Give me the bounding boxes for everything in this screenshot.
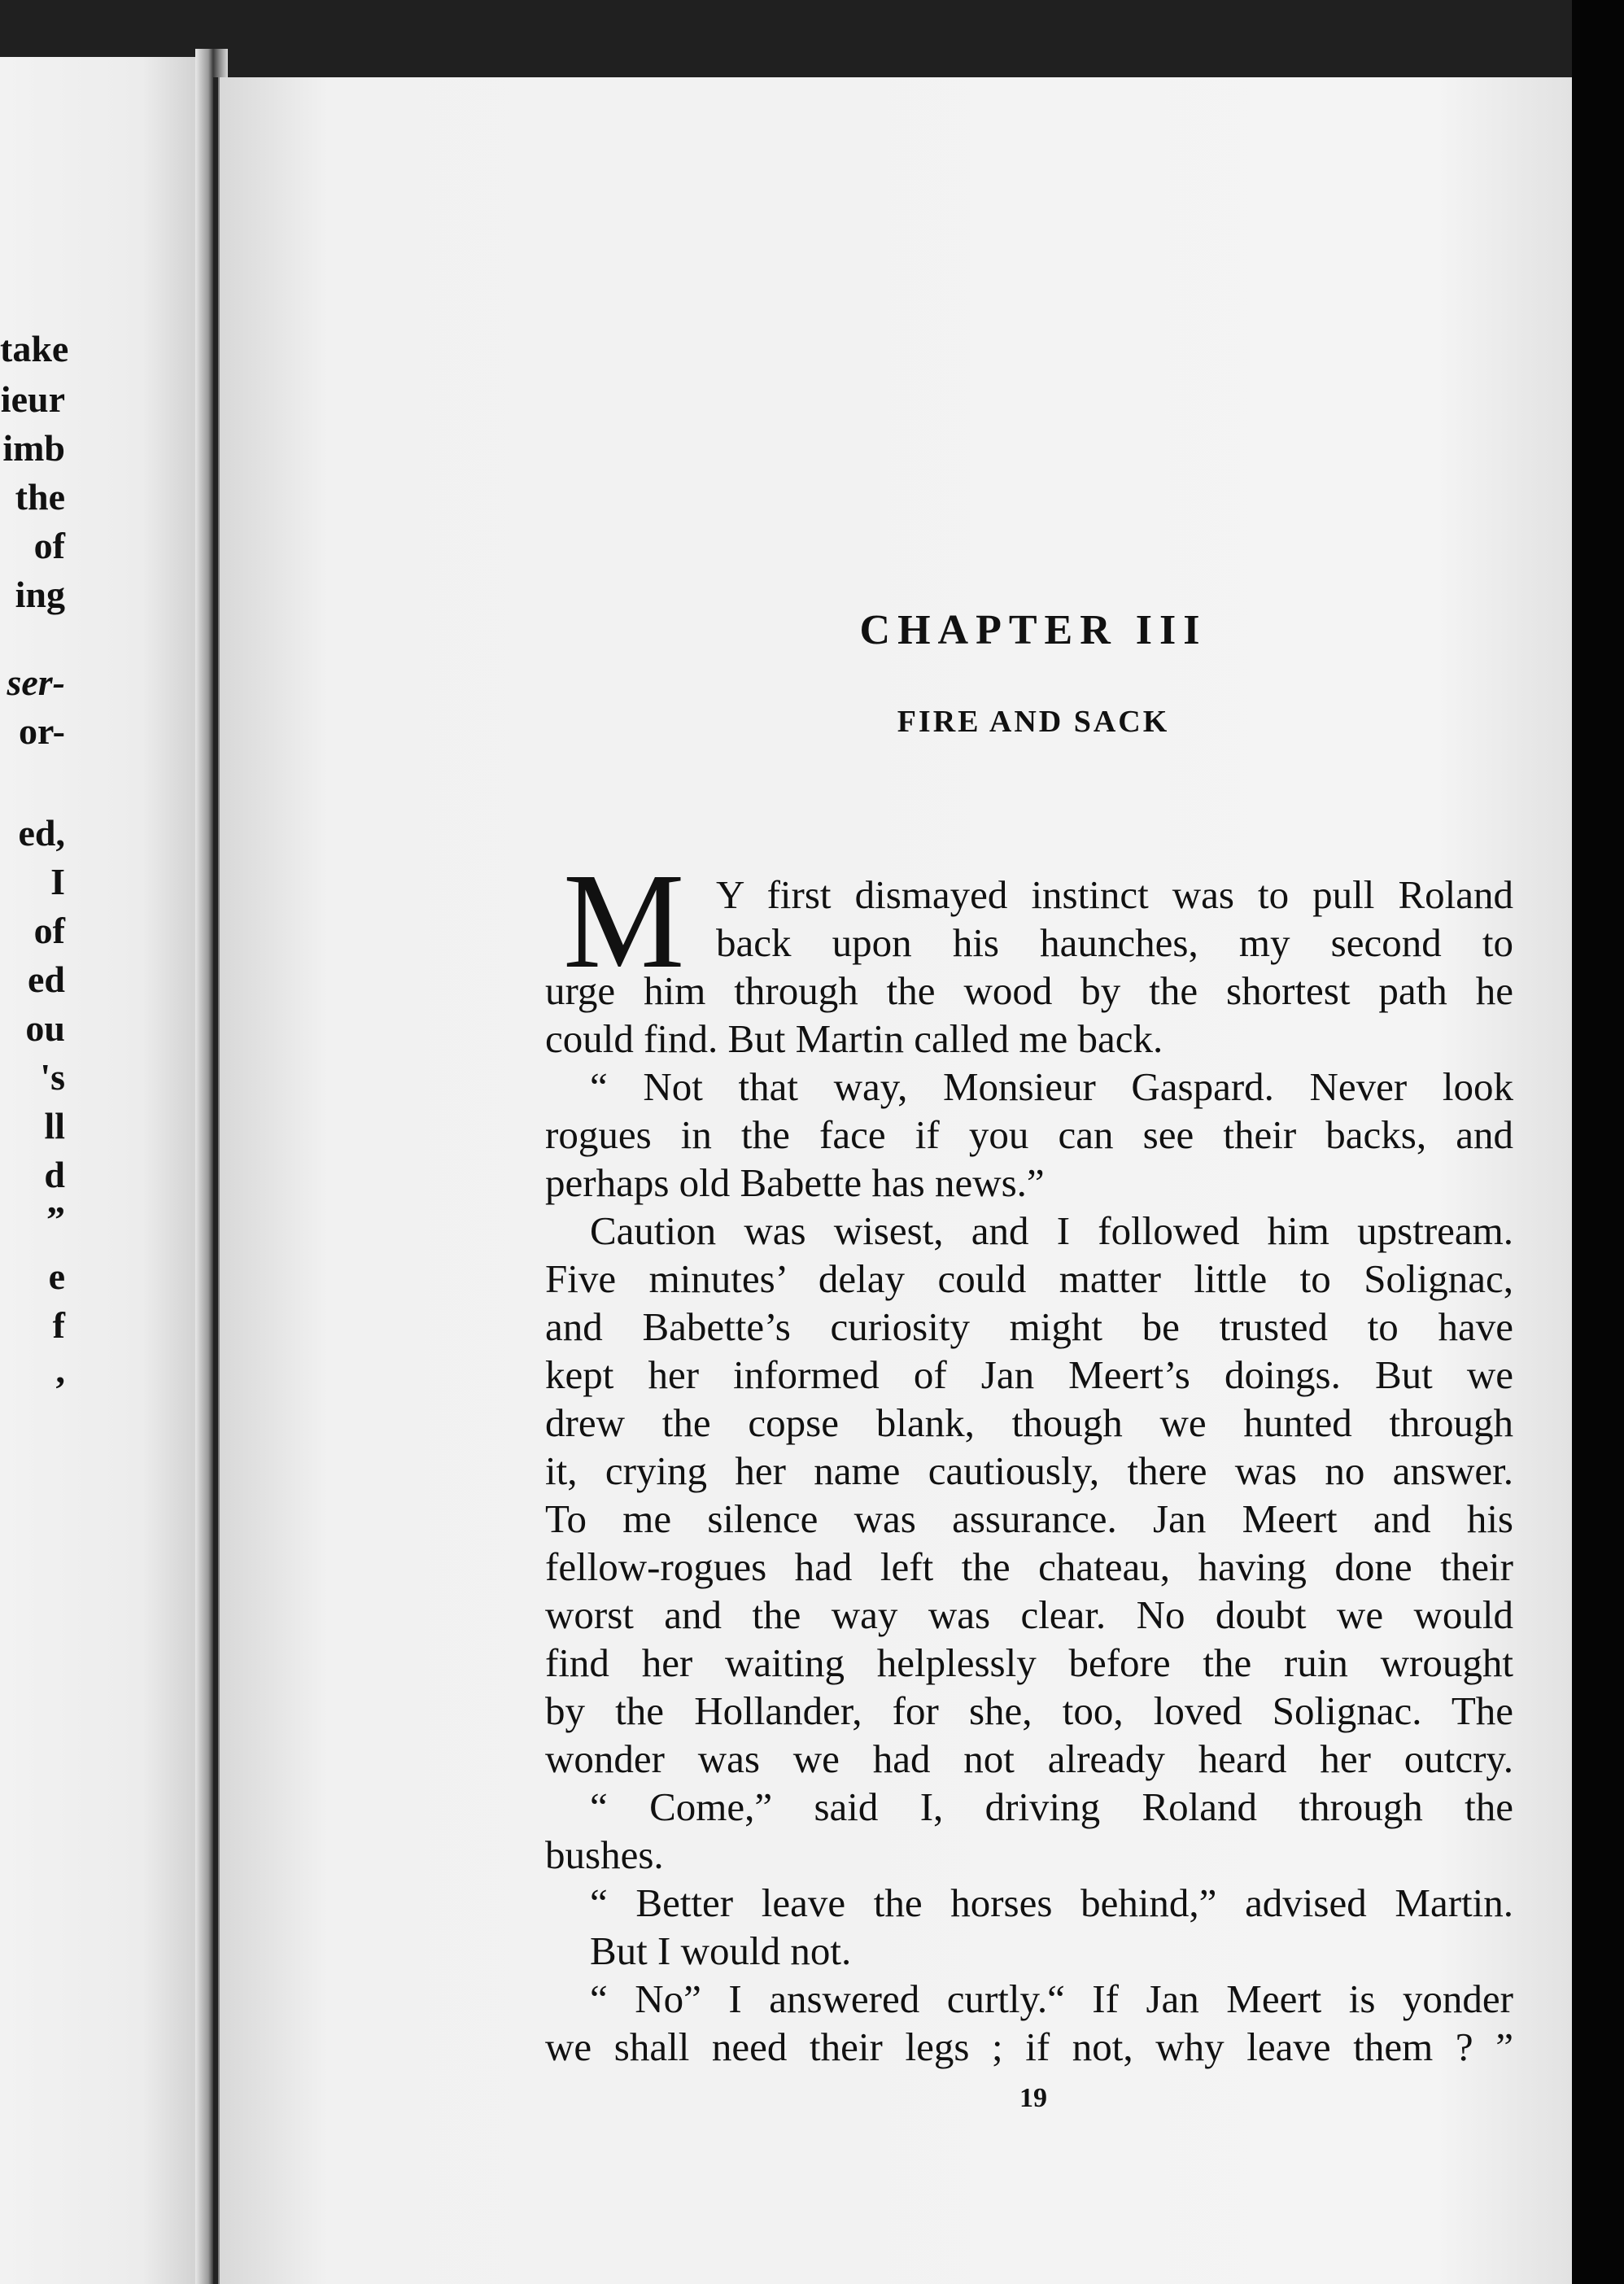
facing-page-line: ll — [44, 1105, 65, 1146]
facing-page-line: take — [0, 328, 69, 369]
scan-background-top — [0, 0, 1624, 77]
text-line: “ Better leave the horses behind,” advised Martin. — [590, 1880, 1513, 1925]
text-line: find her waiting helplessly before the ruin wrought — [545, 1640, 1513, 1685]
facing-page-line: e — [48, 1256, 65, 1297]
text-line: urge him through the wood by the shortest path he — [545, 968, 1513, 1013]
text-line: Five minutes’ delay could matter little to Solignac, — [545, 1256, 1513, 1301]
facing-page-line: ed — [28, 959, 65, 1000]
text-line: and Babette’s curiosity might be trusted to have — [545, 1304, 1513, 1349]
drop-cap: M — [563, 845, 685, 997]
text-line: “ Not that way, Monsieur Gaspard. Never look — [590, 1064, 1513, 1109]
text-line: Caution was wisest, and I followed him upstream. — [590, 1208, 1513, 1253]
text-line: it, crying her name cautiously, there was no answer. — [545, 1448, 1513, 1493]
text-line: kept her informed of Jan Meert’s doings. But we — [545, 1352, 1513, 1397]
binding-shadow — [213, 77, 218, 2284]
facing-page-line: ing — [15, 574, 65, 615]
facing-page-line: , — [55, 1349, 65, 1391]
facing-page-line: ou — [25, 1007, 65, 1049]
chapter-subtitle: FIRE AND SACK — [897, 705, 1170, 739]
scan-background-right — [1572, 0, 1624, 2284]
text-line: drew the copse blank, though we hunted through — [545, 1400, 1513, 1445]
facing-page-line: imb — [2, 427, 65, 469]
text-line: Y first dismayed instinct was to pull Roland — [716, 872, 1513, 917]
text-line: rogues in the face if you can see their backs, and — [545, 1112, 1513, 1157]
book-page — [220, 77, 1572, 2284]
text-line: worst and the way was clear. No doubt we would — [545, 1592, 1513, 1637]
text-line: perhaps old Babette has news.” — [545, 1160, 1045, 1205]
facing-page-line: d — [44, 1154, 65, 1195]
text-line: wonder was we had not already heard her outcry. — [545, 1736, 1513, 1781]
text-line: “ No” I answered curtly.“ If Jan Meert is yonder — [590, 1976, 1513, 2021]
facing-page-line: the — [15, 476, 65, 518]
text-line: by the Hollander, for she, too, loved Solignac. The — [545, 1688, 1513, 1733]
facing-page-line: or- — [18, 710, 65, 752]
facing-page-line: of — [33, 525, 65, 566]
facing-page-line: ser- — [7, 662, 65, 703]
text-line: fellow-rogues had left the chateau, having done their — [545, 1544, 1513, 1589]
chapter-title: CHAPTER III — [859, 607, 1207, 653]
text-line: could find. But Martin called me back. — [545, 1016, 1163, 1061]
facing-page-line: ieur — [0, 378, 65, 420]
facing-page-line: ed, — [18, 812, 65, 854]
text-line: But I would not. — [590, 1928, 852, 1973]
text-line: we shall need their legs ; if not, why leave them ? ” — [545, 2024, 1513, 2069]
body-text — [545, 845, 1513, 2071]
text-line: back upon his haunches, my second to — [716, 920, 1513, 965]
text-line: To me silence was assurance. Jan Meert and his — [545, 1496, 1513, 1541]
facing-page-line: ” — [46, 1199, 65, 1240]
text-line: bushes. — [545, 1832, 664, 1877]
facing-page-line: f — [52, 1304, 65, 1346]
text-line: “ Come,” said I, driving Roland through the — [590, 1784, 1513, 1829]
facing-page-line: of — [33, 910, 65, 951]
facing-page-line: 's — [40, 1056, 65, 1098]
facing-page — [0, 57, 203, 2284]
facing-page-line: I — [50, 861, 65, 902]
page-number: 19 — [1019, 2083, 1047, 2113]
